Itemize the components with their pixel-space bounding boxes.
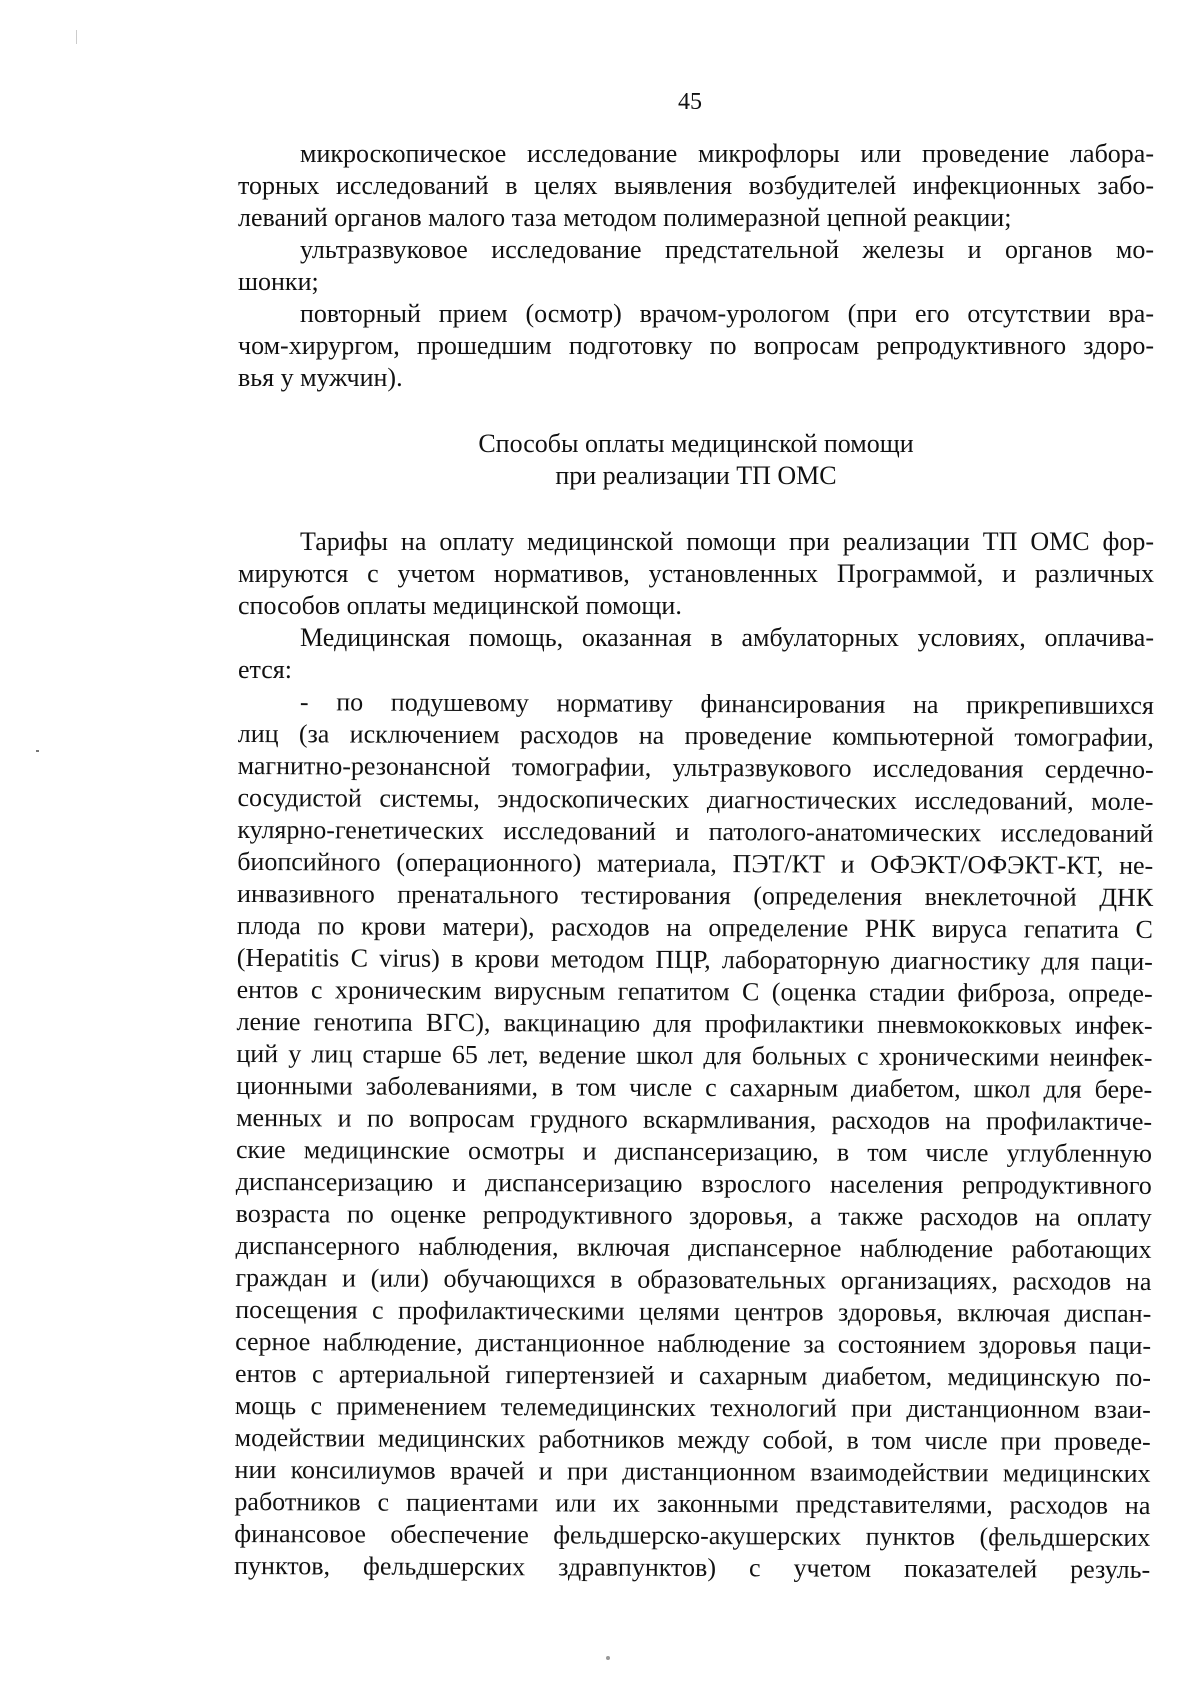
paragraph-microscopic-exam <box>238 138 1154 234</box>
paragraph-per-capita <box>234 686 1154 1586</box>
text-line: магнитно-резонансной томографии, ультразвукового исследования сердечно- <box>237 750 1154 784</box>
text-line: диспансерного наблюдения, включая диспансерное наблюдение работающих <box>235 1230 1152 1264</box>
text-line: лиц (за исключением расходов на проведение компьютерной томографии, <box>237 718 1154 752</box>
text-line: ультразвуковое исследование предстательной железы и органов мо- <box>300 235 1154 264</box>
text-line: мируются с учетом нормативов, установленных Программой, и различных <box>238 559 1154 588</box>
text-line: модействии медицинских работников между собой, в том числе при проведе- <box>234 1422 1151 1456</box>
text-line: ций у лиц старше 65 лет, ведение школ для больных с хроническими неинфек- <box>236 1038 1153 1072</box>
text-line: микроскопическое исследование микрофлоры или проведение лабора- <box>300 139 1154 168</box>
text-line: работников с пациентами или их законными представителями, расходов на <box>234 1486 1151 1520</box>
text-line: финансовое обеспечение фельдшерско-акушерских пунктов (фельдшерских <box>234 1518 1151 1552</box>
text-line: способов оплаты медицинской помощи. <box>238 591 682 620</box>
text-line: ционными заболеваниями, в том числе с сахарным диабетом, школ для бере- <box>236 1070 1153 1104</box>
text-line: биопсийного (операционного) материала, ПЭТ/КТ и ОФЭКТ/ОФЭКТ-КТ, не- <box>237 846 1154 880</box>
section-heading <box>238 428 1154 492</box>
document-body <box>234 138 1154 1584</box>
text-line: (Hepatitis C virus) в крови методом ПЦР, лабораторную диагностику для паци- <box>236 942 1153 976</box>
text-line: ские медицинские осмотры и диспансеризацию, в том числе углубленную <box>235 1134 1153 1168</box>
text-line: Тарифы на оплату медицинской помощи при реализации ТП ОМС фор- <box>300 527 1154 556</box>
text-line: кулярно-генетических исследований и патолого-анатомических исследований <box>237 814 1154 848</box>
text-line: вья у мужчин). <box>238 363 403 392</box>
text-line: нии консилиумов врачей и при дистанционном взаимодействии медицинских <box>234 1454 1151 1488</box>
text-line: возраста по оценке репродуктивного здоровья, а также расходов на оплату <box>235 1198 1152 1232</box>
text-line: менных и по вопросам грудного вскармливания, расходов на профилактиче- <box>236 1102 1153 1136</box>
text-line: чом-хирургом, прошедшим подготовку по вопросам репродуктивного здоро- <box>238 331 1154 360</box>
scan-margin-mark <box>76 30 77 44</box>
paragraph-ultrasound <box>238 234 1154 298</box>
text-line: ентов с артериальной гипертензией и сахарным диабетом, медицинскую по- <box>234 1358 1152 1392</box>
text-line: ление генотипа ВГС), вакцинацию для профилактики пневмококковых инфек- <box>236 1006 1153 1040</box>
paragraph-repeat-visit <box>238 298 1154 394</box>
text-line: торных исследований в целях выявления возбудителей инфекционных забо- <box>238 171 1154 200</box>
paragraph-tariffs <box>238 526 1154 622</box>
text-line: ется: <box>238 655 292 684</box>
text-line: плода по крови матери), расходов на определение РНК вируса гепатита С <box>236 910 1154 944</box>
text-line: Медицинская помощь, оказанная в амбулаторных условиях, оплачива- <box>300 623 1154 652</box>
heading-line-1: Способы оплаты медицинской помощи <box>478 429 914 458</box>
text-line: - по подушевому нормативу финансирования на прикрепившихся <box>299 687 1154 720</box>
paragraph-outpatient <box>238 622 1154 686</box>
scan-bottom-mark <box>606 1656 610 1660</box>
heading-line-2: при реализации ТП ОМС <box>555 461 837 490</box>
text-line: диспансеризацию и диспансеризацию взрослого населения репродуктивного <box>235 1166 1152 1200</box>
page-number: 45 <box>678 89 702 115</box>
scan-margin-dot <box>36 750 39 752</box>
text-line: пунктов, фельдшерских здравпунктов) с учетом показателей резуль- <box>234 1550 1151 1584</box>
text-line: ентов с хроническим вирусным гепатитом С (оценка стадии фиброза, опреде- <box>236 974 1153 1008</box>
text-line: граждан и (или) обучающихся в образовательных организациях, расходов на <box>235 1262 1152 1296</box>
text-line: посещения с профилактическими целями центров здоровья, включая диспан- <box>235 1294 1152 1328</box>
text-line: шонки; <box>238 267 319 296</box>
text-line: леваний органов малого таза методом полимеразной цепной реакции; <box>238 203 1012 232</box>
text-line: мощь с применением телемедицинских технологий при дистанционном взаи- <box>234 1390 1151 1424</box>
text-line: инвазивного пренатального тестирования (определения внеклеточной ДНК <box>237 878 1154 912</box>
text-line: серное наблюдение, дистанционное наблюдение за состоянием здоровья паци- <box>235 1326 1152 1360</box>
text-line: повторный прием (осмотр) врачом-урологом (при его отсутствии вра- <box>300 299 1154 328</box>
text-line: сосудистой системы, эндоскопических диагностических исследований, моле- <box>237 782 1154 816</box>
